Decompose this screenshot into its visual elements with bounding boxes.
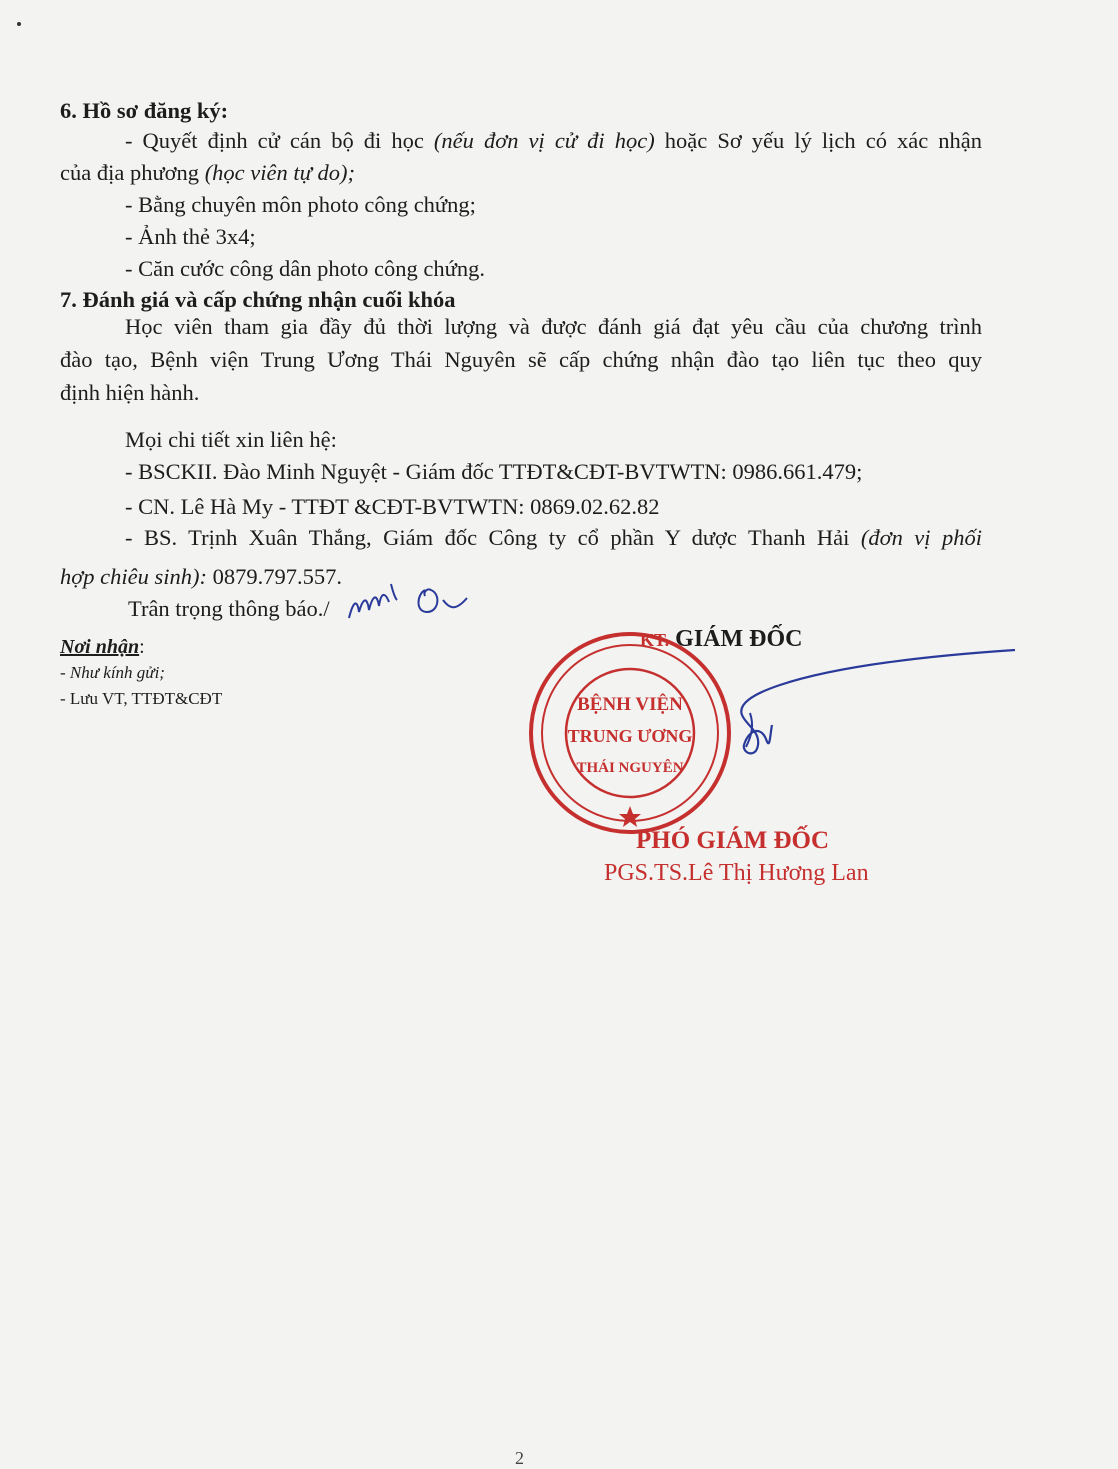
contact-3-cont	[60, 562, 342, 592]
section-7-para-line-3: định hiện hành.	[60, 380, 200, 405]
recipients-title-text: Nơi nhận	[60, 636, 140, 658]
section-6-item-1	[125, 126, 982, 156]
item-1-note-2: (học viên tự do);	[204, 160, 356, 185]
section-6-item-2: - Bằng chuyên môn photo công chứng;	[125, 192, 476, 217]
contact-3-phone: 0879.797.557.	[212, 564, 342, 589]
section-7-para-line-1: Học viên tham gia đầy đủ thời lượng và được đánh giá đạt yêu cầu của chương trình	[125, 314, 982, 339]
section-6-heading: 6. Hồ sơ đăng ký:	[60, 98, 229, 123]
closing-text: Trân trọng thông báo./	[128, 596, 330, 621]
contact-2: - CN. Lê Hà My - TTĐT &CĐT-BVTWTN: 0869.02.62.82	[125, 494, 660, 519]
section-7-heading: 7. Đánh giá và cấp chứng nhận cuối khóa	[60, 287, 456, 312]
section-6-item-1-cont	[60, 158, 355, 188]
contact-3-text: - BS. Trịnh Xuân Thắng, Giám đốc Công ty cổ phần Y dược Thanh Hải	[125, 525, 850, 550]
recipient-1: - Như kính gửi;	[60, 663, 165, 682]
page-number: 2	[515, 1448, 524, 1468]
contact-1: - BSCKII. Đào Minh Nguyệt - Giám đốc TTĐT&CĐT-BVTWTN: 0986.661.479;	[125, 459, 863, 484]
contact-3	[125, 523, 982, 553]
hospital-seal	[527, 630, 733, 836]
seal-line-3: THÁI NGUYÊN	[576, 760, 684, 776]
recipients-title-colon: :	[139, 636, 145, 658]
section-6-item-3: - Ảnh thẻ 3x4;	[125, 224, 256, 249]
seal-line-2: TRUNG ƯƠNG	[567, 726, 693, 746]
item-1-note: (nếu đơn vị cử đi học)	[433, 128, 655, 153]
contact-3-note-2: hợp chiêu sinh):	[60, 564, 207, 589]
recipients-title	[60, 632, 145, 662]
signer-name: PGS.TS.Lê Thị Hương Lan	[604, 860, 869, 886]
scan-speck	[17, 22, 21, 26]
contact-intro: Mọi chi tiết xin liên hệ:	[125, 427, 337, 452]
seal-line-1: BỆNH VIỆN	[577, 694, 683, 715]
item-1-text-3: của địa phương	[60, 160, 200, 185]
initials-handwriting	[345, 578, 475, 626]
section-7-para-line-2: đào tạo, Bệnh viện Trung Ương Thái Nguyên sẽ cấp chứng nhận đào tạo liên tục theo quy	[60, 347, 982, 372]
recipient-2: - Lưu VT, TTĐT&CĐT	[60, 689, 223, 708]
signature-title-text: GIÁM ĐỐC	[675, 626, 803, 652]
section-6-item-4: - Căn cước công dân photo công chứng.	[125, 256, 485, 281]
item-1-text-2: hoặc Sơ yếu lý lịch có xác nhận	[664, 128, 983, 153]
item-1-text: - Quyết định cử cán bộ đi học	[125, 128, 424, 153]
contact-3-note: (đơn vị phối	[860, 525, 982, 550]
deputy-title: PHÓ GIÁM ĐỐC	[636, 827, 830, 854]
signature-prefix: KT.	[640, 630, 670, 650]
